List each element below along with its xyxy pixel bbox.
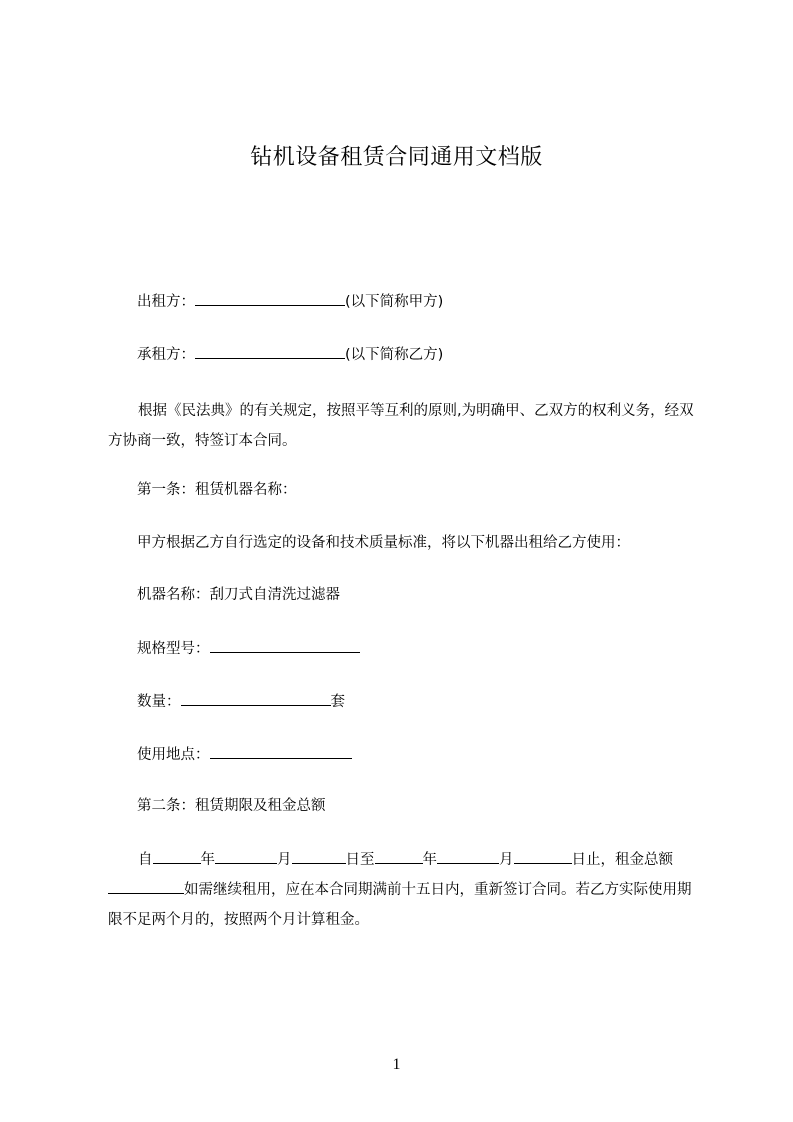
end-day-blank[interactable] <box>514 849 572 864</box>
lessee-suffix: (以下简称乙方) <box>345 347 444 363</box>
lessor-label: 出租方： <box>137 294 195 310</box>
term-rest: 如需继续租用，应在本合同期满前十五日内，重新签订合同。若乙方实际使用期限不足两个月的，按照两个月计算租金。 <box>108 882 692 928</box>
end-month-blank[interactable] <box>437 849 499 864</box>
lessee-blank[interactable] <box>195 344 345 359</box>
page-number: 1 <box>392 1056 401 1073</box>
term-month1: 月 <box>277 852 292 868</box>
article2-heading: 第二条：租赁期限及租金总额 <box>137 798 326 814</box>
quantity-unit: 套 <box>330 694 345 710</box>
term-paragraph <box>108 845 700 935</box>
document-title: 钻机设备租赁合同通用文档版 <box>250 145 543 170</box>
article1-intro: 甲方根据乙方自行选定的设备和技术质量标准，将以下机器出租给乙方使用： <box>137 535 630 551</box>
quantity-label: 数量： <box>137 694 181 710</box>
term-day-end: 日止，租金总额 <box>571 852 673 868</box>
preamble-paragraph <box>108 396 700 456</box>
term-from: 自 <box>138 852 153 868</box>
term-year2: 年 <box>422 852 437 868</box>
term-year1: 年 <box>200 852 215 868</box>
preamble-text: 根据《民法典》的有关规定，按照平等互利的原则,为明确甲、乙双方的权利义务，经双方协商一致，特签订本合同。 <box>108 403 694 449</box>
machine-name-line: 机器名称：刮刀式自清洗过滤器 <box>137 587 340 603</box>
start-year-blank[interactable] <box>153 849 201 864</box>
lessor-suffix: (以下简称甲方) <box>345 294 444 310</box>
end-year-blank[interactable] <box>375 849 423 864</box>
location-line <box>137 744 352 765</box>
start-day-blank[interactable] <box>292 849 346 864</box>
lessor-blank[interactable] <box>195 291 345 306</box>
start-month-blank[interactable] <box>215 849 277 864</box>
spec-label: 规格型号： <box>137 641 210 657</box>
quantity-line <box>137 691 345 712</box>
spec-blank[interactable] <box>210 638 360 653</box>
lessee-line <box>137 344 443 365</box>
lessor-line <box>137 291 443 312</box>
term-day-to: 日至 <box>345 852 375 868</box>
spec-line <box>137 638 360 659</box>
location-label: 使用地点： <box>137 747 210 763</box>
term-month2: 月 <box>499 852 514 868</box>
article1-heading: 第一条：租赁机器名称： <box>137 482 297 498</box>
location-blank[interactable] <box>210 744 352 759</box>
quantity-blank[interactable] <box>181 691 331 706</box>
lessee-label: 承租方： <box>137 347 195 363</box>
total-rent-blank[interactable] <box>108 879 184 894</box>
